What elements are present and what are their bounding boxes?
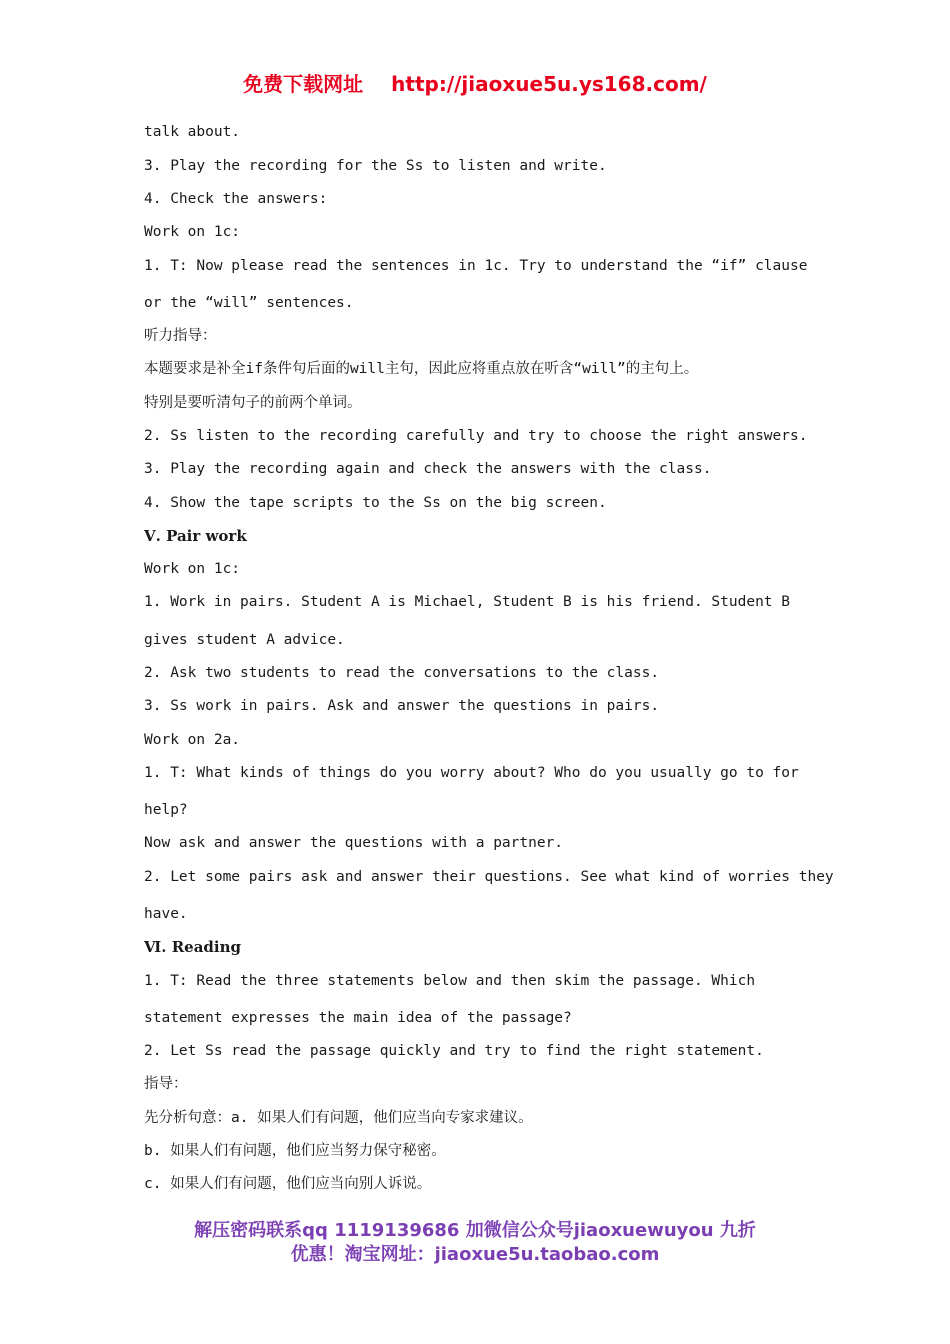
- text-line: 指导：: [144, 1076, 188, 1092]
- text-line: 4. Show the tape scripts to the Ss on the big screen.: [144, 495, 607, 511]
- text-line: 3. Play the recording again and check the answers with the class.: [144, 461, 712, 477]
- text-line: 2. Let some pairs ask and answer their questions. See what kind of worries they: [144, 869, 834, 885]
- text-line: 3. Ss work in pairs. Ask and answer the questions in pairs.: [144, 698, 660, 714]
- text-line: 4. Check the answers:: [144, 191, 328, 207]
- header-title: 免费下载网址: [243, 72, 364, 96]
- text-line: statement expresses the main idea of the passage?: [144, 1010, 572, 1026]
- text-line: 先分析句意：a. 如果人们有问题，他们应当向专家求建议。: [144, 1110, 533, 1126]
- text-line: help?: [144, 802, 188, 818]
- text-line: c. 如果人们有问题，他们应当向别人诉说。: [144, 1176, 432, 1192]
- text-line: talk about.: [144, 124, 241, 140]
- text-line: 1. Work in pairs. Student A is Michael, Student B is his friend. Student B: [144, 594, 791, 610]
- section-heading: Ⅵ. Reading: [144, 938, 242, 956]
- text-line: 特别是要听清句子的前两个单词。: [144, 395, 362, 411]
- text-line: Work on 1c:: [144, 224, 241, 240]
- header-url[interactable]: http://jiaoxue5u.ys168.com/: [391, 72, 707, 96]
- section-heading: Ⅴ. Pair work: [144, 527, 247, 545]
- text-line: 听力指导：: [144, 328, 217, 344]
- text-line: 3. Play the recording for the Ss to listen and write.: [144, 158, 607, 174]
- text-line: Work on 1c:: [144, 561, 241, 577]
- text-line: have.: [144, 906, 188, 922]
- text-line: or the “will” sentences.: [144, 295, 354, 311]
- text-line: 1. T: What kinds of things do you worry about? Who do you usually go to for: [144, 765, 799, 781]
- text-line: b. 如果人们有问题，他们应当努力保守秘密。: [144, 1143, 446, 1159]
- text-line: 本题要求是补全if条件句后面的will主句，因此应将重点放在听含“will”的主句上。: [144, 361, 699, 377]
- footer-banner: [0, 1219, 950, 1267]
- text-line: Now ask and answer the questions with a partner.: [144, 835, 564, 851]
- footer-line-1: 解压密码联系qq 1119139686 加微信公众号jiaoxuewuyou 九折: [194, 1220, 756, 1241]
- text-line: 1. T: Read the three statements below and then skim the passage. Which: [144, 973, 756, 989]
- text-line: 2. Let Ss read the passage quickly and try to find the right statement.: [144, 1043, 764, 1059]
- text-line: 2. Ask two students to read the conversations to the class.: [144, 665, 660, 681]
- text-line: 1. T: Now please read the sentences in 1c. Try to understand the “if” clause: [144, 258, 808, 274]
- text-line: gives student A advice.: [144, 632, 345, 648]
- footer-line-2[interactable]: 优惠！淘宝网址：jiaoxue5u.taobao.com: [290, 1244, 660, 1265]
- text-line: Work on 2a.: [144, 732, 241, 748]
- header-banner: [0, 68, 950, 97]
- text-line: 2. Ss listen to the recording carefully and try to choose the right answers.: [144, 428, 808, 444]
